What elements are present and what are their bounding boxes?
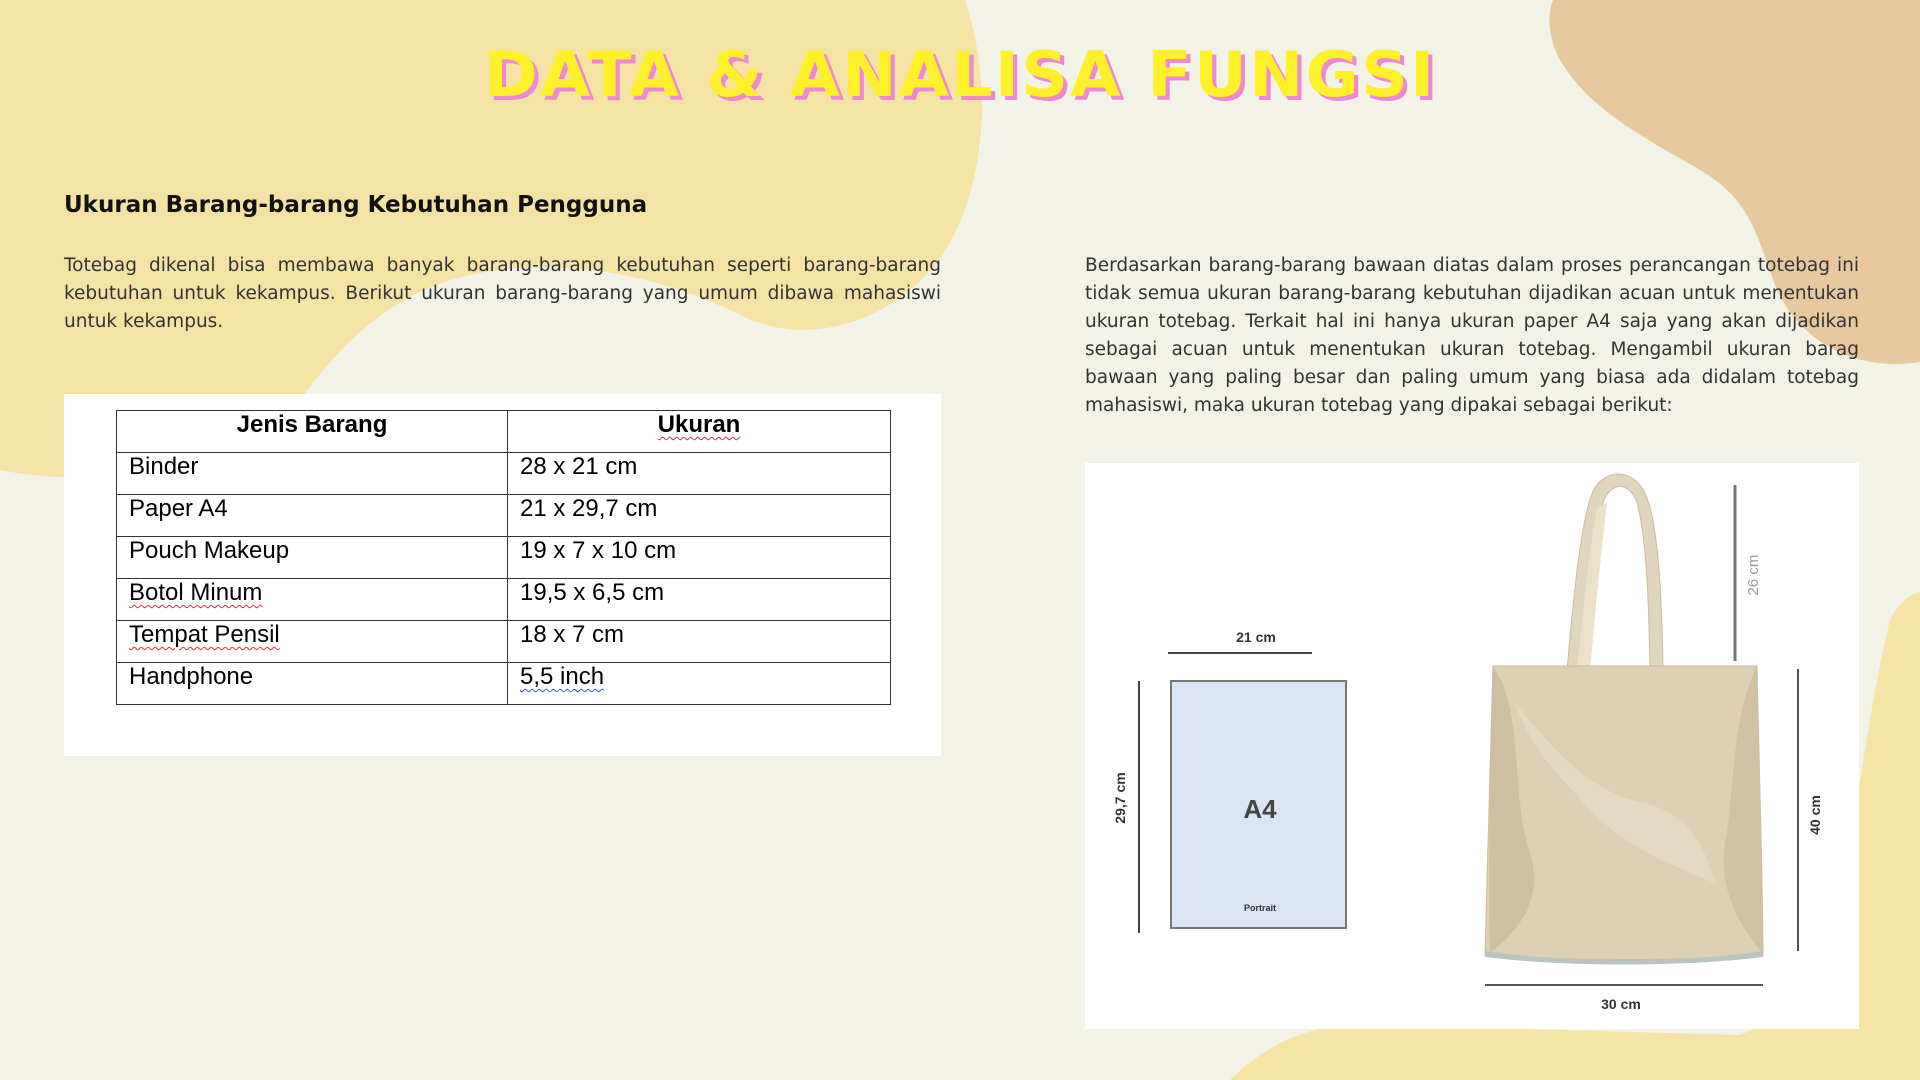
bag-width-label: 30 cm [1601, 996, 1641, 1012]
analysis-paragraph: Berdasarkan barang-barang bawaan diatas dalam proses perancangan totebag ini tidak semua ukuran barang-barang kebutuhan dijadikan acuan untuk menentukan ukuran totebag. Terkait hal ini hanya ukuran paper A4 saja yang akan dijadikan sebagai acuan untuk menentukan ukuran totebag. Mengambil ukuran barag bawaan yang paling besar dan paling umum yang biasa ada didalam totebag mahasiswi, maka ukuran totebag yang dipakai sebagai berikut: [1085, 255, 1859, 416]
item-cell: Pouch Makeup [117, 537, 508, 579]
a4-paper-orientation: Portrait [1243, 903, 1277, 913]
size-cell: 28 x 21 cm [508, 453, 891, 495]
size-cell: 21 x 29,7 cm [508, 495, 891, 537]
item-cell [117, 579, 508, 621]
table-row [117, 621, 891, 663]
table-row [117, 537, 891, 579]
table-row [117, 453, 891, 495]
size-cell: 18 x 7 cm [508, 621, 891, 663]
paper-height-label: 29,7 cm [1112, 772, 1128, 824]
size-label: 5,5 inch [520, 663, 605, 690]
size-diagram [1085, 463, 1859, 1029]
size-table-card [64, 394, 941, 756]
size-cell: 19 x 7 x 10 cm [508, 537, 891, 579]
paper-width-label: 21 cm [1236, 629, 1276, 645]
intro-paragraph: Totebag dikenal bisa membawa banyak barang-barang kebutuhan seperti barang-barang kebutuhan untuk kekampus. Berikut ukuran barang-barang yang umum dibawa mahasiswi untuk kekampus. [64, 255, 941, 332]
header-item: Jenis Barang [117, 411, 508, 453]
bag-height-label: 40 cm [1807, 795, 1823, 835]
size-diagram-card [1085, 463, 1859, 1029]
item-cell: Binder [117, 453, 508, 495]
header-size [508, 411, 891, 453]
size-table [116, 410, 891, 705]
header-size-label: Ukuran [657, 411, 741, 438]
size-cell [508, 663, 891, 705]
table-header-row [117, 411, 891, 453]
page-title: DATA & ANALISA FUNGSI [483, 38, 1437, 111]
tote-bag-icon [1485, 474, 1763, 965]
item-cell: Handphone [117, 663, 508, 705]
handle-height-label: 26 cm [1745, 554, 1762, 596]
size-cell: 19,5 x 6,5 cm [508, 579, 891, 621]
section-heading: Ukuran Barang-barang Kebutuhan Pengguna [64, 192, 648, 218]
table-row [117, 495, 891, 537]
a4-paper-name: A4 [1243, 794, 1277, 824]
table-row [117, 663, 891, 705]
item-cell [117, 621, 508, 663]
item-label: Botol Minum [129, 579, 263, 606]
table-row [117, 579, 891, 621]
item-label: Tempat Pensil [129, 621, 280, 648]
item-cell: Paper A4 [117, 495, 508, 537]
